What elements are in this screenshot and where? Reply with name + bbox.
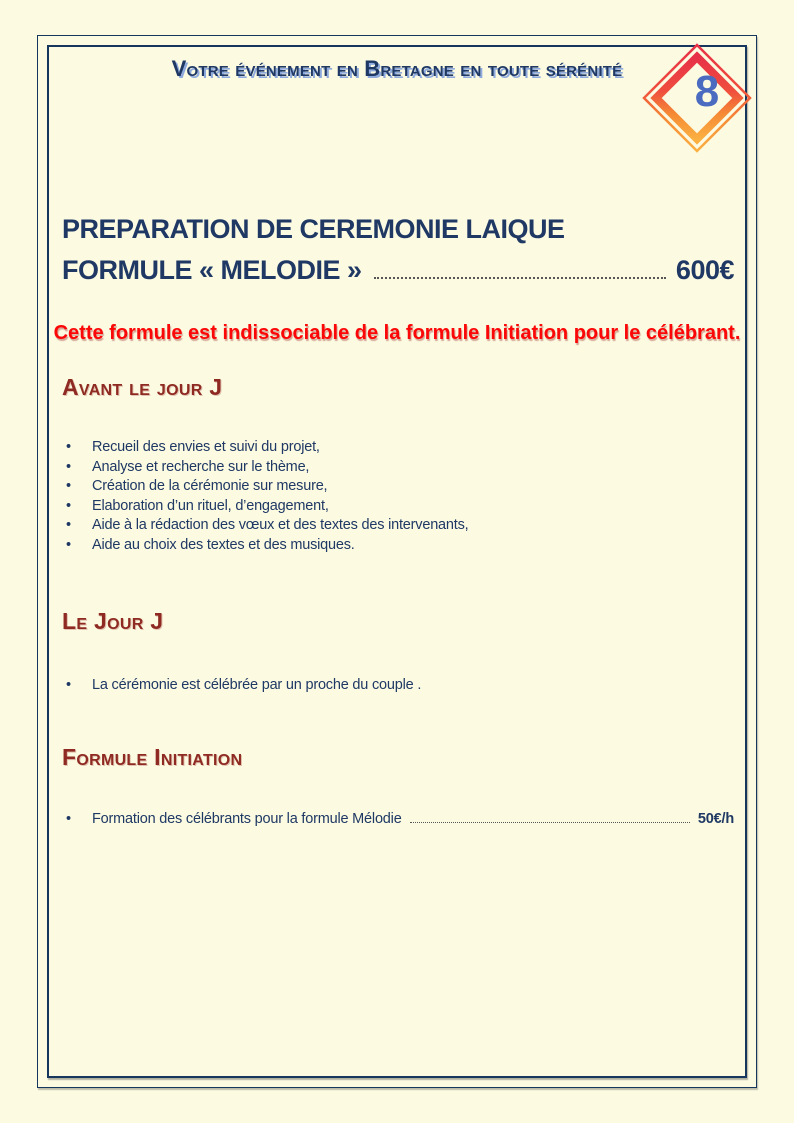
initiation-item-text: • Formation des célébrants pour la formule Mélodie — [92, 811, 402, 827]
list-item: • Analyse et recherche sur le thème, — [66, 458, 686, 478]
section-heading-formule-initiation: Formule Initiation — [62, 744, 243, 770]
dotted-leader — [410, 822, 690, 823]
list-item: • Création de la cérémonie sur mesure, — [66, 477, 686, 497]
document-header: Votre événement en Bretagne en toute sérénité — [171, 56, 623, 81]
document-title: PREPARATION DE CEREMONIE LAIQUE — [62, 214, 565, 244]
list-item: • Elaboration d’un rituel, d’engagement, — [66, 497, 686, 517]
initiation-list — [66, 810, 734, 830]
dotted-leader — [374, 277, 666, 279]
list-item: • Aide au choix des textes et des musiques. — [66, 536, 686, 556]
list-item: • Recueil des envies et suivi du projet, — [66, 438, 686, 458]
list-item — [66, 810, 734, 830]
list-item: • La cérémonie est célébrée par un proche du couple . — [66, 676, 686, 696]
important-note: Cette formule est indissociable de la formule Initiation pour le célébrant. — [53, 322, 741, 344]
inner-border — [47, 45, 747, 1078]
initiation-price: 50€/h — [697, 811, 734, 827]
formula-price: 600€ — [675, 255, 734, 285]
list-item: • Aide à la rédaction des vœux et des textes des intervenants, — [66, 516, 686, 536]
title-block — [62, 214, 734, 286]
section-heading-le-jour-j: Le Jour J — [62, 608, 164, 634]
page-number-badge — [641, 42, 753, 154]
day-of-list — [66, 676, 686, 696]
page-number: 8 — [694, 67, 720, 116]
before-day-list — [66, 438, 686, 556]
formula-title: FORMULE « MELODIE » — [62, 255, 362, 285]
section-heading-avant-le-jour-j: Avant le jour J — [62, 374, 223, 400]
